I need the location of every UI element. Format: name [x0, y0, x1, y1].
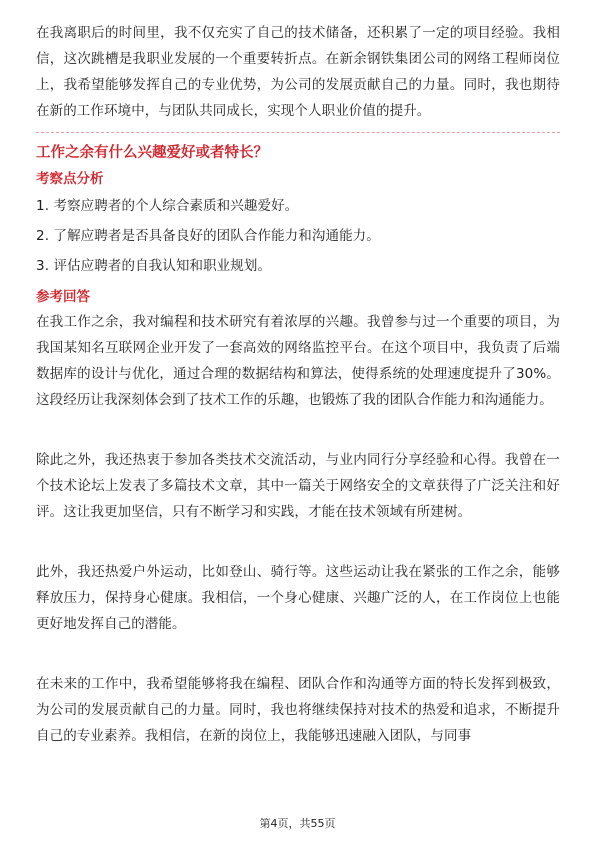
analysis-point: 1. 考察应聘者的个人综合素质和兴趣爱好。: [36, 198, 299, 214]
question-heading: 工作之余有什么兴趣爱好或者特长？: [36, 145, 268, 161]
answer-paragraph: 在我工作之余，我对编程和技术研究有着浓厚的兴趣。我曾参与过一个重要的项目，为我国某知名互联网企业开发了一套高效的网络监控平台。在这个项目中，我负责了后端数据库的设计与优化，通过合理的数据结构和算法，使得系统的处理速度提升了30%。这段经历让我深刻体会到了技术工作的乐趣，也锻炼了我的团队合作能力和沟通能力。: [36, 314, 560, 408]
analysis-list: [36, 191, 560, 281]
section-divider: [36, 132, 560, 133]
answer-paragraph: 除此之外，我还热衷于参加各类技术交流活动，与业内同行分享经验和心得。我曾在一个技术论坛上发表了多篇技术文章，其中一篇关于网络安全的文章获得了广泛关注和好评。这让我更加坚信，只有不断学习和实践，才能在技术领域有所建树。: [36, 452, 560, 520]
analysis-heading: 考察点分析: [36, 171, 104, 187]
intro-paragraph: 在我离职后的时间里，我不仅充实了自己的技术储备，还积累了一定的项目经验。我相信，这次跳槽是我职业发展的一个重要转折点。在新余钢铁集团公司的网络工程师岗位上，我希望能够发挥自己的专业优势，为公司的发展贡献自己的力量。同时，我也期待在新的工作环境中，与团队共同成长，实现个人职业价值的提升。: [36, 25, 560, 119]
answer-heading: 参考回答: [36, 289, 90, 305]
answer-paragraph: 在未来的工作中，我希望能够将我在编程、团队合作和沟通等方面的特长发挥到极致，为公司的发展贡献自己的力量。同时，我也将继续保持对技术的热爱和追求，不断提升自己的专业素养。我相信，在新的岗位上，我能够迅速融入团队，与同事: [36, 676, 560, 744]
analysis-point: 2. 了解应聘者是否具备良好的团队合作能力和沟通能力。: [36, 228, 380, 244]
page-number: 第4页，共55页: [259, 817, 336, 830]
answer-paragraph: 此外，我还热爱户外运动，比如登山、骑行等。这些运动让我在紧张的工作之余，能够释放压力，保持身心健康。我相信，一个身心健康、兴趣广泛的人，在工作岗位上也能更好地发挥自己的潜能。: [36, 564, 560, 632]
analysis-point: 3. 评估应聘者的自我认知和职业规划。: [36, 258, 272, 274]
document-page: [36, 20, 560, 749]
